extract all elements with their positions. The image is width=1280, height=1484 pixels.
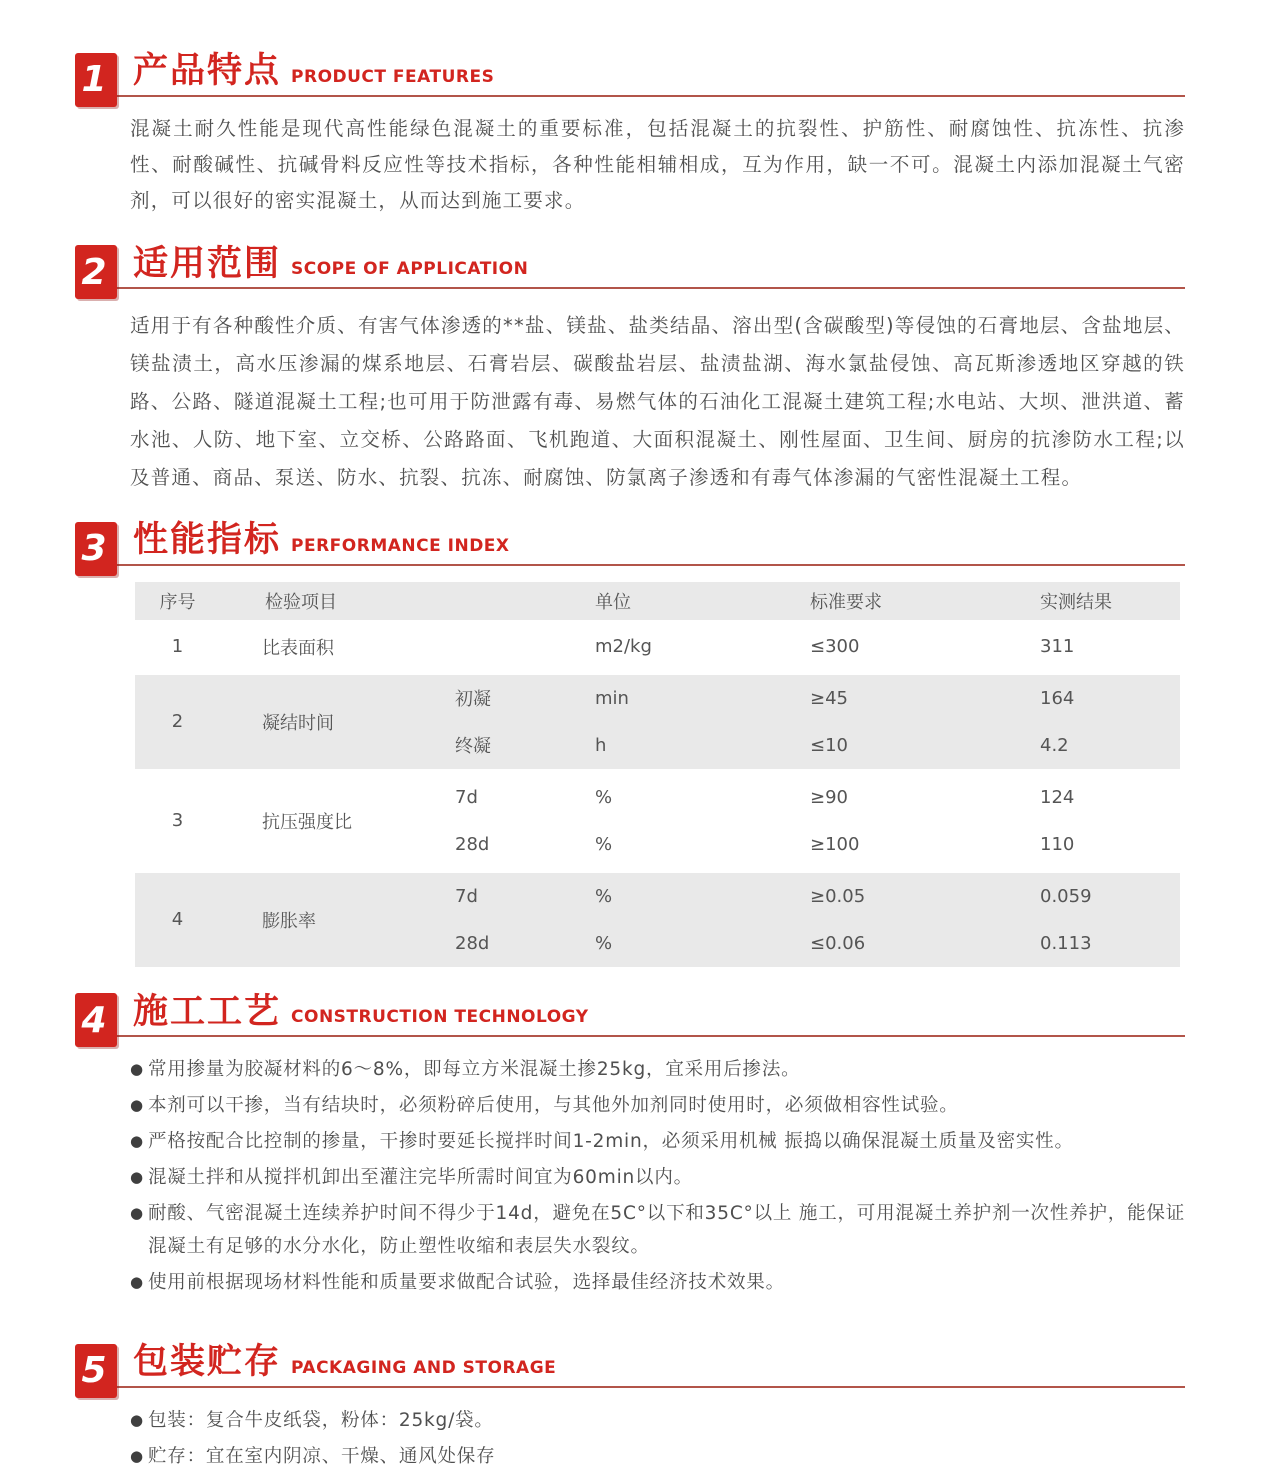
product-features-paragraph: 混凝土耐久性能是现代高性能绿色混凝土的重要标准，包括混凝土的抗裂性、护筋性、耐腐蚀性、抗冻性、抗渗性、耐酸碱性、抗碱骨料反应性等技术指标，各种性能相辅相成，互为作用，缺一不可。混凝土内添加混凝土气密剂，可以很好的密实混凝土，从而达到施工要求。 [130,116,1185,212]
section-number-badge [75,522,117,576]
cell-no: 1 [171,636,184,657]
section-5-body [130,1404,1185,1473]
section-title-en: PACKAGING AND STORAGE [291,1357,557,1378]
section-number-badge [75,53,117,107]
bullet-text: 使用前根据现场材料性能和质量要求做配合试验，选择最佳经济技术效果。 [148,1272,785,1293]
section-title-zh: 产品特点 [133,51,282,91]
bullet-text: 混凝土拌和从搅拌机卸出至灌注完毕所需时间宜为60min以内。 [148,1167,693,1188]
header-standard: 标准要求 [810,591,882,613]
section-title-zh: 施工工艺 [133,991,282,1032]
bullet-dot-icon: ● [130,1168,144,1186]
table-row [135,774,1180,868]
cell-standard: ≥0.05 [810,885,866,907]
bullet-dot-icon: ● [130,1204,144,1222]
bullet-text: 本剂可以干掺，当有结块时，必须粉碎后使用，与其他外加剂同时使用时，必须做相容性试验。 [148,1095,959,1116]
bullet-dot-icon: ● [130,1060,144,1078]
cell-sub: 7d [455,885,478,907]
list-item [130,1053,1185,1086]
section-1-body [130,111,1185,219]
header-result: 实测结果 [1040,591,1112,613]
cell-no: 4 [171,909,184,930]
cell-sub: 7d [455,786,478,808]
section-4-heading [75,991,1185,1041]
list-item [130,1197,1185,1263]
bullet-text: 严格按配合比控制的掺量，干掺时要延长搅拌时间1-2min，必须采用机械 振捣以确保混凝土质量及密实性。 [148,1131,1074,1152]
section-5-heading [75,1342,1185,1391]
cell-unit: % [595,932,613,954]
cell-unit: % [595,786,613,808]
section-product-features [75,52,1185,219]
section-title-en: CONSTRUCTION TECHNOLOGY [291,1007,589,1027]
list-item [130,1266,1185,1299]
section-number: 3 [81,528,107,569]
cell-unit: % [595,885,613,907]
table-sub-row [430,624,1180,670]
bullet-text: 常用掺量为胶凝材料的6～8%，即每立方米混凝土掺25kg，宜采用后掺法。 [148,1059,801,1080]
cell-standard: ≤10 [810,734,848,756]
header-item: 检验项目 [265,591,337,613]
header-no: 序号 [159,591,196,613]
section-packaging-storage [75,1343,1185,1473]
bullet-dot-icon: ● [130,1132,144,1150]
cell-standard: ≤300 [810,636,860,657]
table-row [135,873,1180,967]
cell-sub: 28d [455,833,490,855]
list-item [130,1440,1185,1473]
cell-sub: 初凝 [455,689,491,710]
section-title-en: PERFORMANCE INDEX [291,535,510,556]
cell-item: 抗压强度比 [262,811,352,833]
table-sub-row [430,675,1180,722]
cell-standard: ≤0.06 [810,932,866,954]
section-title-zh: 适用范围 [133,243,282,284]
cell-unit: min [595,687,629,709]
section-number: 1 [81,59,107,100]
bullet-text: 贮存：宜在室内阴凉、干燥、通风处保存 [148,1445,496,1467]
section-number: 2 [81,251,107,293]
section-performance-index [75,521,1185,967]
section-construction-technology [75,993,1185,1300]
section-number: 5 [81,1350,107,1391]
sub-rows [430,774,1180,868]
section-scope-of-application [75,245,1185,498]
cell-result: 124 [1040,786,1075,808]
section-1-heading [75,51,1185,100]
section-title-zh: 包装贮存 [133,1342,282,1382]
bullet-dot-icon: ● [130,1096,144,1114]
table-sub-row [430,873,1180,920]
table-sub-row [430,722,1180,769]
section-title-en: SCOPE OF APPLICATION [291,259,529,279]
cell-unit: h [595,734,607,756]
list-item [130,1161,1185,1194]
sub-rows [430,624,1180,670]
cell-item: 比表面积 [262,637,334,659]
construction-bullet-list [130,1053,1185,1299]
section-title-zh: 性能指标 [133,520,282,560]
table-sub-row [430,774,1180,821]
table-body [135,624,1180,967]
cell-no: 3 [171,810,184,831]
sub-rows [430,873,1180,967]
cell-result: 4.2 [1040,734,1069,756]
cell-sub: 28d [455,932,490,954]
cell-result: 0.059 [1040,885,1092,907]
list-item [130,1125,1185,1158]
cell-no: 2 [171,711,184,732]
section-number-badge [75,993,117,1047]
performance-table [135,582,1180,967]
table-sub-row [430,920,1180,967]
cell-result: 110 [1040,833,1075,855]
bullet-text: 耐酸、气密混凝土连续养护时间不得少于14d，避免在5C°以下和35C°以上 施工，可用混凝土养护剂一次性养护，能保证混凝土有足够的水分水化，防止塑性收缩和表层失水裂纹。 [148,1203,1185,1257]
section-number-badge [75,1344,117,1398]
table-sub-row [430,821,1180,868]
bullet-dot-icon: ● [130,1410,144,1429]
bullet-dot-icon: ● [130,1446,144,1465]
section-2-heading [75,243,1185,293]
cell-item: 凝结时间 [262,712,334,734]
cell-item: 膨胀率 [262,910,316,932]
section-3-heading [75,520,1185,569]
scope-paragraph: 适用于有各种酸性介质、有害气体渗透的**盐、镁盐、盐类结晶、溶出型(含碳酸型)等侵蚀的石膏地层、含盐地层、镁盐渍土，高水压渗漏的煤系地层、石膏岩层、碳酸盐岩层、盐渍盐湖、海水氯盐侵蚀、高瓦斯渗透地区穿越的铁路、公路、隧道混凝土工程;也可用于防泄露有毒、易燃气体的石油化工混凝土建筑工程;水电站、大坝、泄洪道、蓄水池、人防、地下室、立交桥、公路路面、飞机跑道、大面积混凝土、刚性屋面、卫生间、厨房的抗渗防水工程;以及普通、商品、泵送、防水、抗裂、抗冻、耐腐蚀、防氯离子渗透和有毒气体渗漏的气密性混凝土工程。 [130,314,1185,489]
table-row [135,675,1180,769]
bullet-text: 包装：复合牛皮纸袋，粉体：25kg/袋。 [148,1409,494,1431]
section-number-badge [75,245,117,299]
list-item [130,1089,1185,1122]
packaging-bullet-list [130,1404,1185,1473]
sub-rows [430,675,1180,769]
cell-result: 0.113 [1040,932,1092,954]
section-4-body [130,1053,1185,1299]
cell-standard: ≥100 [810,833,860,855]
table-row [135,624,1180,670]
cell-sub: 终凝 [455,736,491,757]
cell-standard: ≥45 [810,687,848,709]
list-item [130,1404,1185,1437]
section-number: 4 [81,999,107,1041]
cell-result: 311 [1040,636,1075,657]
cell-unit: m2/kg [595,636,652,657]
cell-result: 164 [1040,687,1075,709]
section-2-body [130,307,1185,497]
bullet-dot-icon: ● [130,1273,144,1291]
table-header-row [135,582,1180,620]
cell-standard: ≥90 [810,786,848,808]
cell-unit: % [595,833,613,855]
section-title-en: PRODUCT FEATURES [291,66,495,87]
header-unit: 单位 [595,591,631,613]
